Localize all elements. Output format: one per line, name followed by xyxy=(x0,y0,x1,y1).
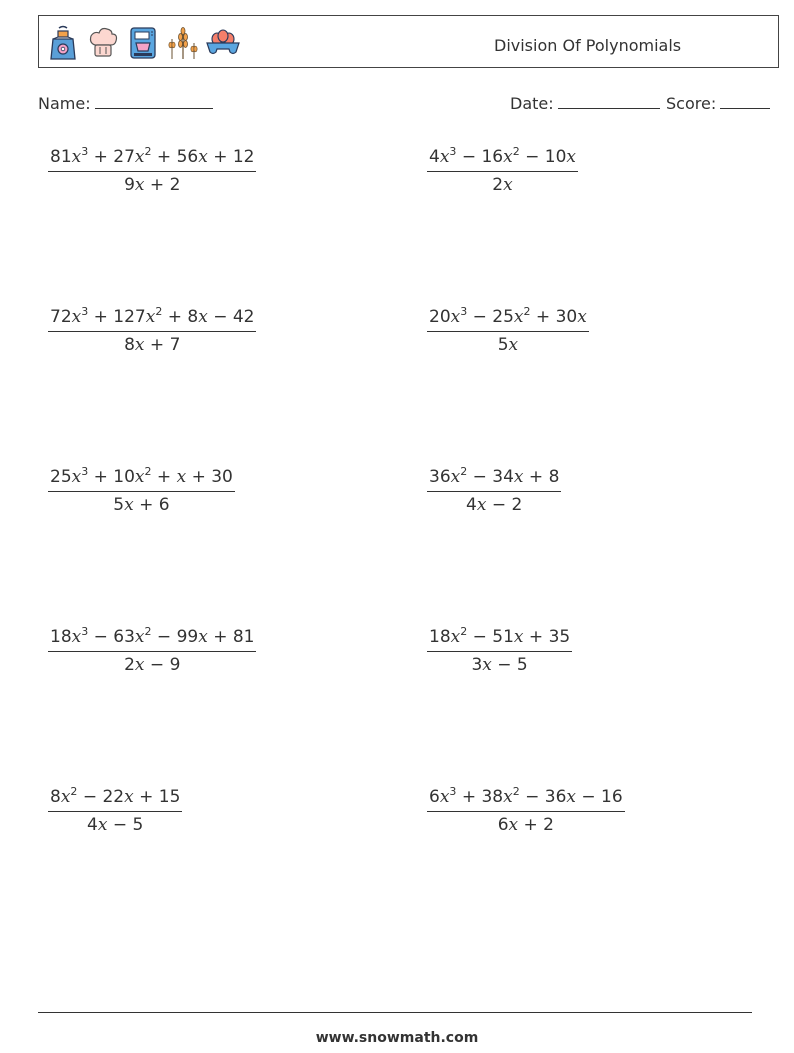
score-blank[interactable] xyxy=(720,93,770,109)
chef-hat-icon xyxy=(85,25,121,61)
problem-numerator: $25x^3 + 10x^2 + x + 30$ xyxy=(48,467,235,492)
problem-numerator: $81x^3 + 27x^2 + 56x + 12$ xyxy=(48,147,256,172)
header-icons xyxy=(45,24,241,62)
worksheet-title: Division Of Polynomials xyxy=(494,36,682,55)
problem-numerator: $72x^3 + 127x^2 + 8x - 42$ xyxy=(48,307,256,332)
footer-url: www.snowmath.com xyxy=(315,1030,479,1046)
problem-numerator: $6x^3 + 38x^2 - 36x - 16$ xyxy=(427,787,625,812)
problem-denominator: 2x − 9 xyxy=(124,655,181,675)
problem-denominator: 4x − 2 xyxy=(466,495,523,515)
problem-3 xyxy=(48,307,256,355)
problem-6 xyxy=(427,467,561,515)
problem-8 xyxy=(427,627,572,675)
apron-icon xyxy=(45,25,81,61)
problem-denominator: 6x + 2 xyxy=(497,815,554,835)
footer-divider xyxy=(38,1012,752,1013)
problem-denominator: 3x − 5 xyxy=(471,655,528,675)
problem-numerator: $18x^3 - 63x^2 - 99x + 81$ xyxy=(48,627,256,652)
problem-9 xyxy=(48,787,182,835)
problem-10 xyxy=(427,787,625,835)
name-label: Name: xyxy=(38,94,91,113)
wheat-icon xyxy=(165,25,201,61)
stand-mixer-icon xyxy=(125,25,161,61)
problem-numerator: $20x^3 - 25x^2 + 30x$ xyxy=(427,307,589,332)
name-blank[interactable] xyxy=(95,93,213,109)
problem-denominator: 5x xyxy=(497,335,519,355)
egg-carton-icon xyxy=(205,25,241,61)
problem-numerator: $36x^2 - 34x + 8$ xyxy=(427,467,561,492)
name-field xyxy=(38,93,213,113)
problem-2 xyxy=(427,147,578,195)
problem-denominator: 5x + 6 xyxy=(113,495,170,515)
problem-5 xyxy=(48,467,235,515)
problem-denominator: 8x + 7 xyxy=(124,335,181,355)
problem-denominator: 4x − 5 xyxy=(87,815,144,835)
problem-7 xyxy=(48,627,256,675)
problem-denominator: 2x xyxy=(492,175,513,195)
date-label: Date: xyxy=(510,94,554,113)
problem-numerator: $8x^2 - 22x + 15$ xyxy=(48,787,182,812)
problem-1 xyxy=(48,147,256,195)
problem-numerator: $4x^3 - 16x^2 - 10x$ xyxy=(427,147,578,172)
date-blank[interactable] xyxy=(558,93,660,109)
score-label: Score: xyxy=(666,94,717,113)
problem-numerator: $18x^2 - 51x + 35$ xyxy=(427,627,572,652)
date-field xyxy=(510,93,660,113)
score-field xyxy=(666,93,770,113)
problem-4 xyxy=(427,307,589,355)
worksheet-header xyxy=(38,15,779,68)
problem-denominator: 9x + 2 xyxy=(124,175,181,195)
